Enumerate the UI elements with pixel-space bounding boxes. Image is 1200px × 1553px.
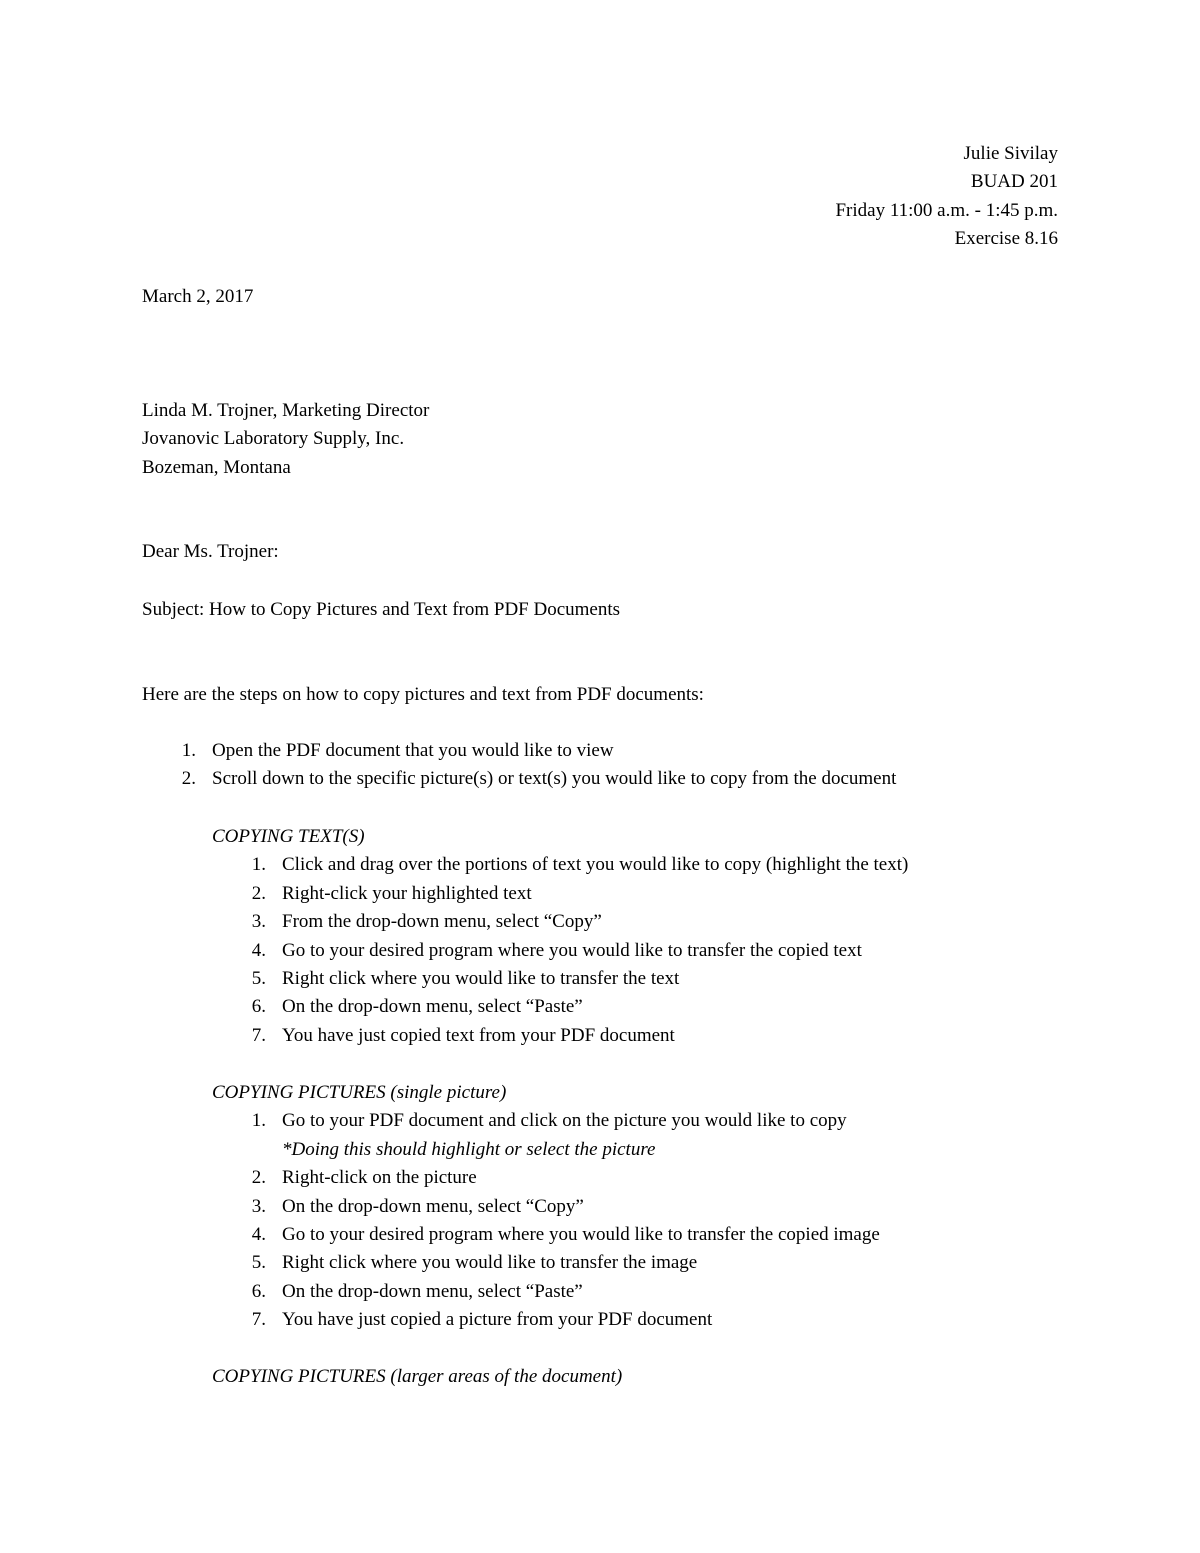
list-number: 3. [251, 911, 266, 933]
list-item [212, 1107, 1012, 1135]
list-number: 6. [251, 1280, 266, 1302]
list-text: Right click where you would like to transfer the text [282, 967, 680, 989]
list-item [212, 1022, 1012, 1050]
list-item [212, 1164, 1012, 1192]
list-text: Scroll down to the specific picture(s) or text(s) you would like to copy from the document [212, 768, 897, 790]
course-code: BUAD 201 [970, 171, 1058, 193]
copying-larger-areas-section [212, 1363, 1012, 1391]
section-title: COPYING PICTURES (single picture) [212, 1082, 507, 1103]
intro-paragraph: Here are the steps on how to copy pictures and text from PDF documents: [142, 684, 704, 705]
subject-line: Subject: How to Copy Pictures and Text from PDF Documents [142, 599, 621, 620]
list-number: 2. [181, 768, 196, 790]
list-text: Right-click your highlighted text [282, 882, 532, 904]
list-item-note [212, 1136, 1012, 1164]
list-text: On the drop-down menu, select “Copy” [282, 1195, 584, 1217]
list-item [212, 851, 1012, 879]
copying-single-picture-section [212, 1079, 1012, 1335]
recipient-name: Linda M. Trojner, Marketing Director [142, 400, 430, 421]
step-note: *Doing this should highlight or select the picture [282, 1138, 656, 1160]
copying-text-section [212, 823, 1012, 1050]
list-text: Go to your desired program where you would like to transfer the copied image [282, 1223, 880, 1245]
list-number: 3. [251, 1195, 266, 1217]
list-text: You have just copied a picture from your PDF document [282, 1309, 713, 1331]
list-text: Click and drag over the portions of text you would like to copy (highlight the text) [282, 854, 909, 876]
list-number: 5. [251, 1252, 266, 1274]
list-number: 1. [181, 740, 196, 761]
section-title: COPYING PICTURES (larger areas of the document) [212, 1366, 623, 1387]
section-title: COPYING TEXT(S) [212, 826, 365, 847]
class-time: Friday 11:00 a.m. - 1:45 p.m. [835, 199, 1058, 221]
letter-date: March 2, 2017 [142, 286, 254, 307]
list-text: Open the PDF document that you would like to view [212, 740, 614, 761]
recipient-company: Jovanovic Laboratory Supply, Inc. [142, 428, 405, 450]
list-item [212, 908, 1012, 936]
list-item [212, 1278, 1012, 1306]
list-text: Right-click on the picture [282, 1167, 477, 1189]
list-number: 7. [251, 1024, 266, 1046]
list-text: From the drop-down menu, select “Copy” [282, 911, 602, 933]
list-item [212, 965, 1012, 993]
list-number: 1. [251, 854, 266, 876]
list-number: 2. [251, 882, 266, 904]
list-item [142, 737, 1042, 765]
list-item [212, 937, 1012, 965]
list-text: You have just copied text from your PDF document [282, 1024, 675, 1046]
list-text: On the drop-down menu, select “Paste” [282, 996, 583, 1018]
author-name: Julie Sivilay [963, 143, 1058, 164]
list-number: 7. [251, 1309, 266, 1331]
list-item [212, 993, 1012, 1021]
list-number: 1. [251, 1110, 266, 1132]
recipient-location: Bozeman, Montana [142, 456, 291, 478]
list-number: 4. [251, 1223, 266, 1245]
list-item [142, 765, 1042, 793]
main-steps-list [142, 737, 1042, 794]
list-item [212, 1193, 1012, 1221]
exercise-number: Exercise 8.16 [954, 228, 1058, 250]
list-text: Go to your PDF document and click on the picture you would like to copy [282, 1110, 847, 1132]
list-text: Right click where you would like to transfer the image [282, 1252, 698, 1274]
list-number: 2. [251, 1167, 266, 1189]
list-number: 4. [251, 939, 266, 961]
list-item [212, 1249, 1012, 1277]
salutation: Dear Ms. Trojner: [142, 541, 279, 562]
list-text: On the drop-down menu, select “Paste” [282, 1280, 583, 1302]
list-item [212, 1221, 1012, 1249]
author-header [558, 140, 1058, 254]
list-item [212, 880, 1012, 908]
list-item [212, 1306, 1012, 1334]
list-number: 6. [251, 996, 266, 1018]
list-text: Go to your desired program where you would like to transfer the copied text [282, 939, 862, 961]
recipient-address [142, 397, 429, 482]
list-number: 5. [251, 967, 266, 989]
